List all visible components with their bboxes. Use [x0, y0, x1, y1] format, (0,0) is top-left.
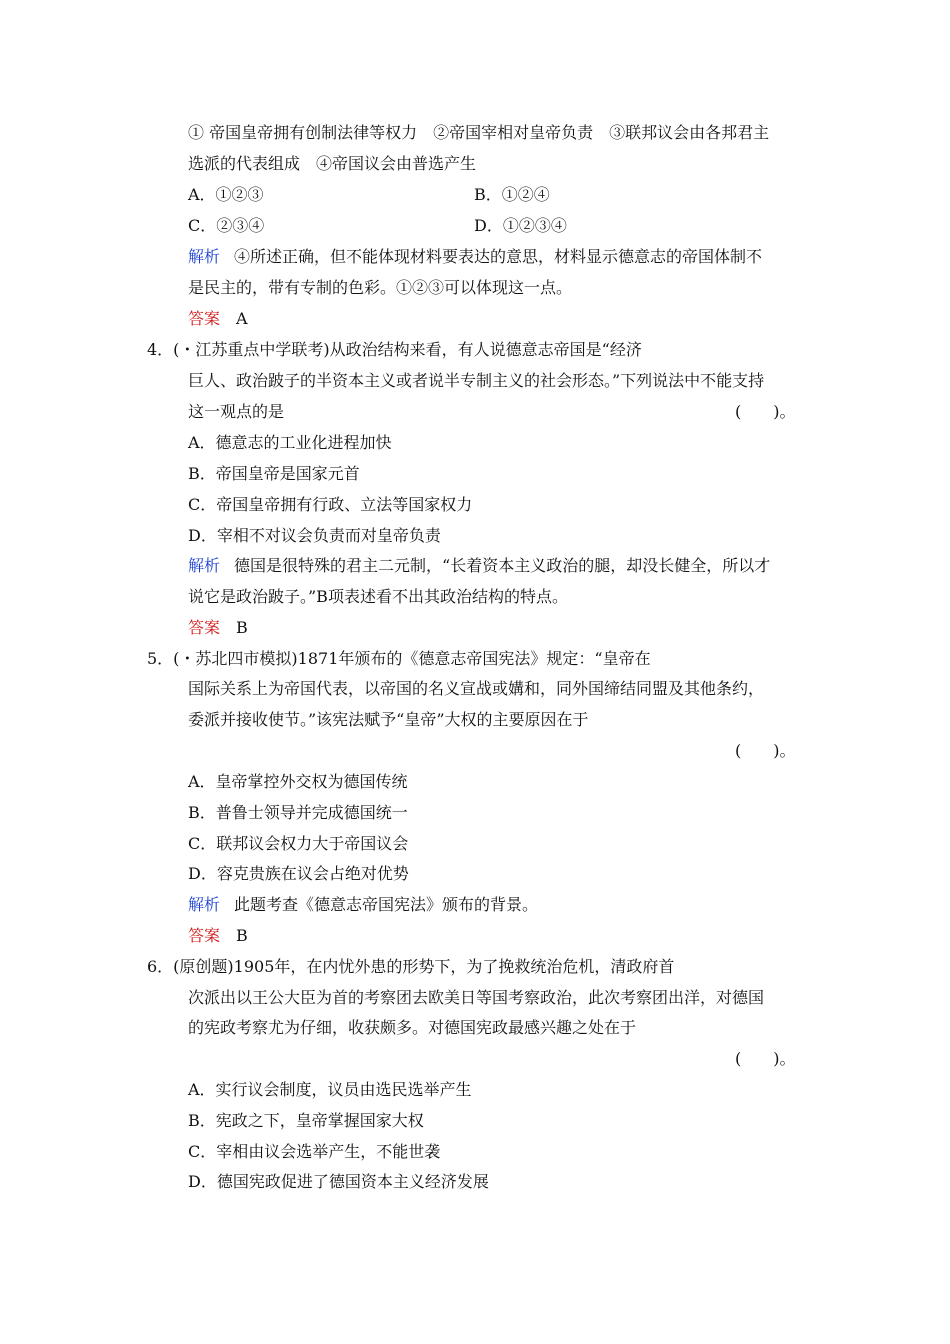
analysis-text: 德国是很特殊的君主二元制，“长着资本主义政治的腿，却没长健全，所以才: [234, 556, 771, 575]
q6-option-d: D．德国宪政促进了德国资本主义经济发展: [188, 1172, 489, 1191]
q3-option-c: C．②③④: [188, 216, 265, 235]
q5-option-a: A．皇帝掌控外交权为德国传统: [188, 772, 408, 791]
answer-value: B: [236, 618, 248, 637]
q6-option-a: A．实行议会制度，议员由选民选举产生: [188, 1080, 472, 1099]
q5-answer-blank: ( )。: [735, 741, 796, 760]
q3-analysis-line-1: [188, 246, 762, 268]
analysis-text: 此题考查《德意志帝国宪法》颁布的背景。: [234, 895, 539, 914]
q3-option-d: D．①②③④: [474, 216, 567, 235]
q3-analysis-line-2: 是民主的，带有专制的色彩。①②③可以体现这一点。: [188, 278, 573, 297]
q4-stem-line-3: 这一观点的是: [188, 402, 285, 421]
analysis-label: 解析: [188, 247, 221, 266]
q4-stem-line-1: 4．(・江苏重点中学联考)从政治结构来看，有人说德意志帝国是“经济: [147, 340, 642, 359]
q4-option-c: C．帝国皇帝拥有行政、立法等国家权力: [188, 495, 473, 514]
q6-stem-line-3: 的宪政考察尤为仔细，收获颇多。对德国宪政最感兴趣之处在于: [188, 1018, 637, 1037]
answer-value: B: [236, 926, 248, 945]
q3-option-a: A．①②③: [188, 185, 264, 204]
q5-stem-line-1: 5．(・苏北四市模拟)1871年颁布的《德意志帝国宪法》规定：“皇帝在: [147, 649, 651, 668]
q5-option-c: C．联邦议会权力大于帝国议会: [188, 834, 409, 853]
q4-option-a: A．德意志的工业化进程加快: [188, 433, 392, 452]
q4-option-d: D．宰相不对议会负责而对皇帝负责: [188, 526, 441, 545]
q4-answer-blank: ( )。: [735, 402, 796, 421]
q6-answer-blank: ( )。: [735, 1049, 796, 1068]
answer-value: A: [236, 309, 248, 328]
q4-stem-line-2: 巨人、政治跛子的半资本主义或者说半专制主义的社会形态。”下列说法中不能支持: [188, 371, 765, 390]
analysis-text: ④所述正确，但不能体现材料要表达的意思，材料显示德意志的帝国体制不: [234, 247, 763, 266]
analysis-label: 解析: [188, 895, 221, 914]
q3-stem-line-1: ① 帝国皇帝拥有创制法律等权力 ②帝国宰相对皇帝负责 ③联邦议会由各邦君主: [188, 123, 770, 142]
q6-stem-line-2: 次派出以王公大臣为首的考察团去欧美日等国考察政治，此次考察团出洋，对德国: [188, 988, 765, 1007]
analysis-label: 解析: [188, 556, 221, 575]
answer-label: 答案: [188, 309, 221, 328]
q5-option-d: D．容克贵族在议会占绝对优势: [188, 864, 409, 883]
q6-option-b: B．宪政之下，皇帝掌握国家大权: [188, 1111, 424, 1130]
q4-analysis-line-2: 说它是政治跛子。”B项表述看不出其政治结构的特点。: [188, 587, 568, 606]
q6-stem-line-1: 6．(原创题)1905年，在内忧外患的形势下，为了挽救统治危机，清政府首: [147, 957, 675, 976]
q6-option-c: C．宰相由议会选举产生，不能世袭: [188, 1142, 441, 1161]
q5-answer: [188, 925, 248, 947]
q4-answer: [188, 617, 248, 639]
q3-stem-line-2: 选派的代表组成 ④帝国议会由普选产生: [188, 154, 477, 173]
q3-option-b: B．①②④: [474, 185, 550, 204]
q4-option-b: B．帝国皇帝是国家元首: [188, 464, 360, 483]
answer-label: 答案: [188, 926, 221, 945]
q5-stem-line-3: 委派并接收使节。”该宪法赋予“皇帝”大权的主要原因在于: [188, 710, 589, 729]
answer-label: 答案: [188, 618, 221, 637]
q5-analysis-line-1: [188, 894, 538, 916]
q3-answer: [188, 308, 248, 330]
q4-analysis-line-1: [188, 555, 770, 577]
q5-option-b: B．普鲁士领导并完成德国统一: [188, 803, 408, 822]
q5-stem-line-2: 国际关系上为帝国代表，以帝国的名义宣战或媾和，同外国缔结同盟及其他条约，: [188, 679, 765, 698]
